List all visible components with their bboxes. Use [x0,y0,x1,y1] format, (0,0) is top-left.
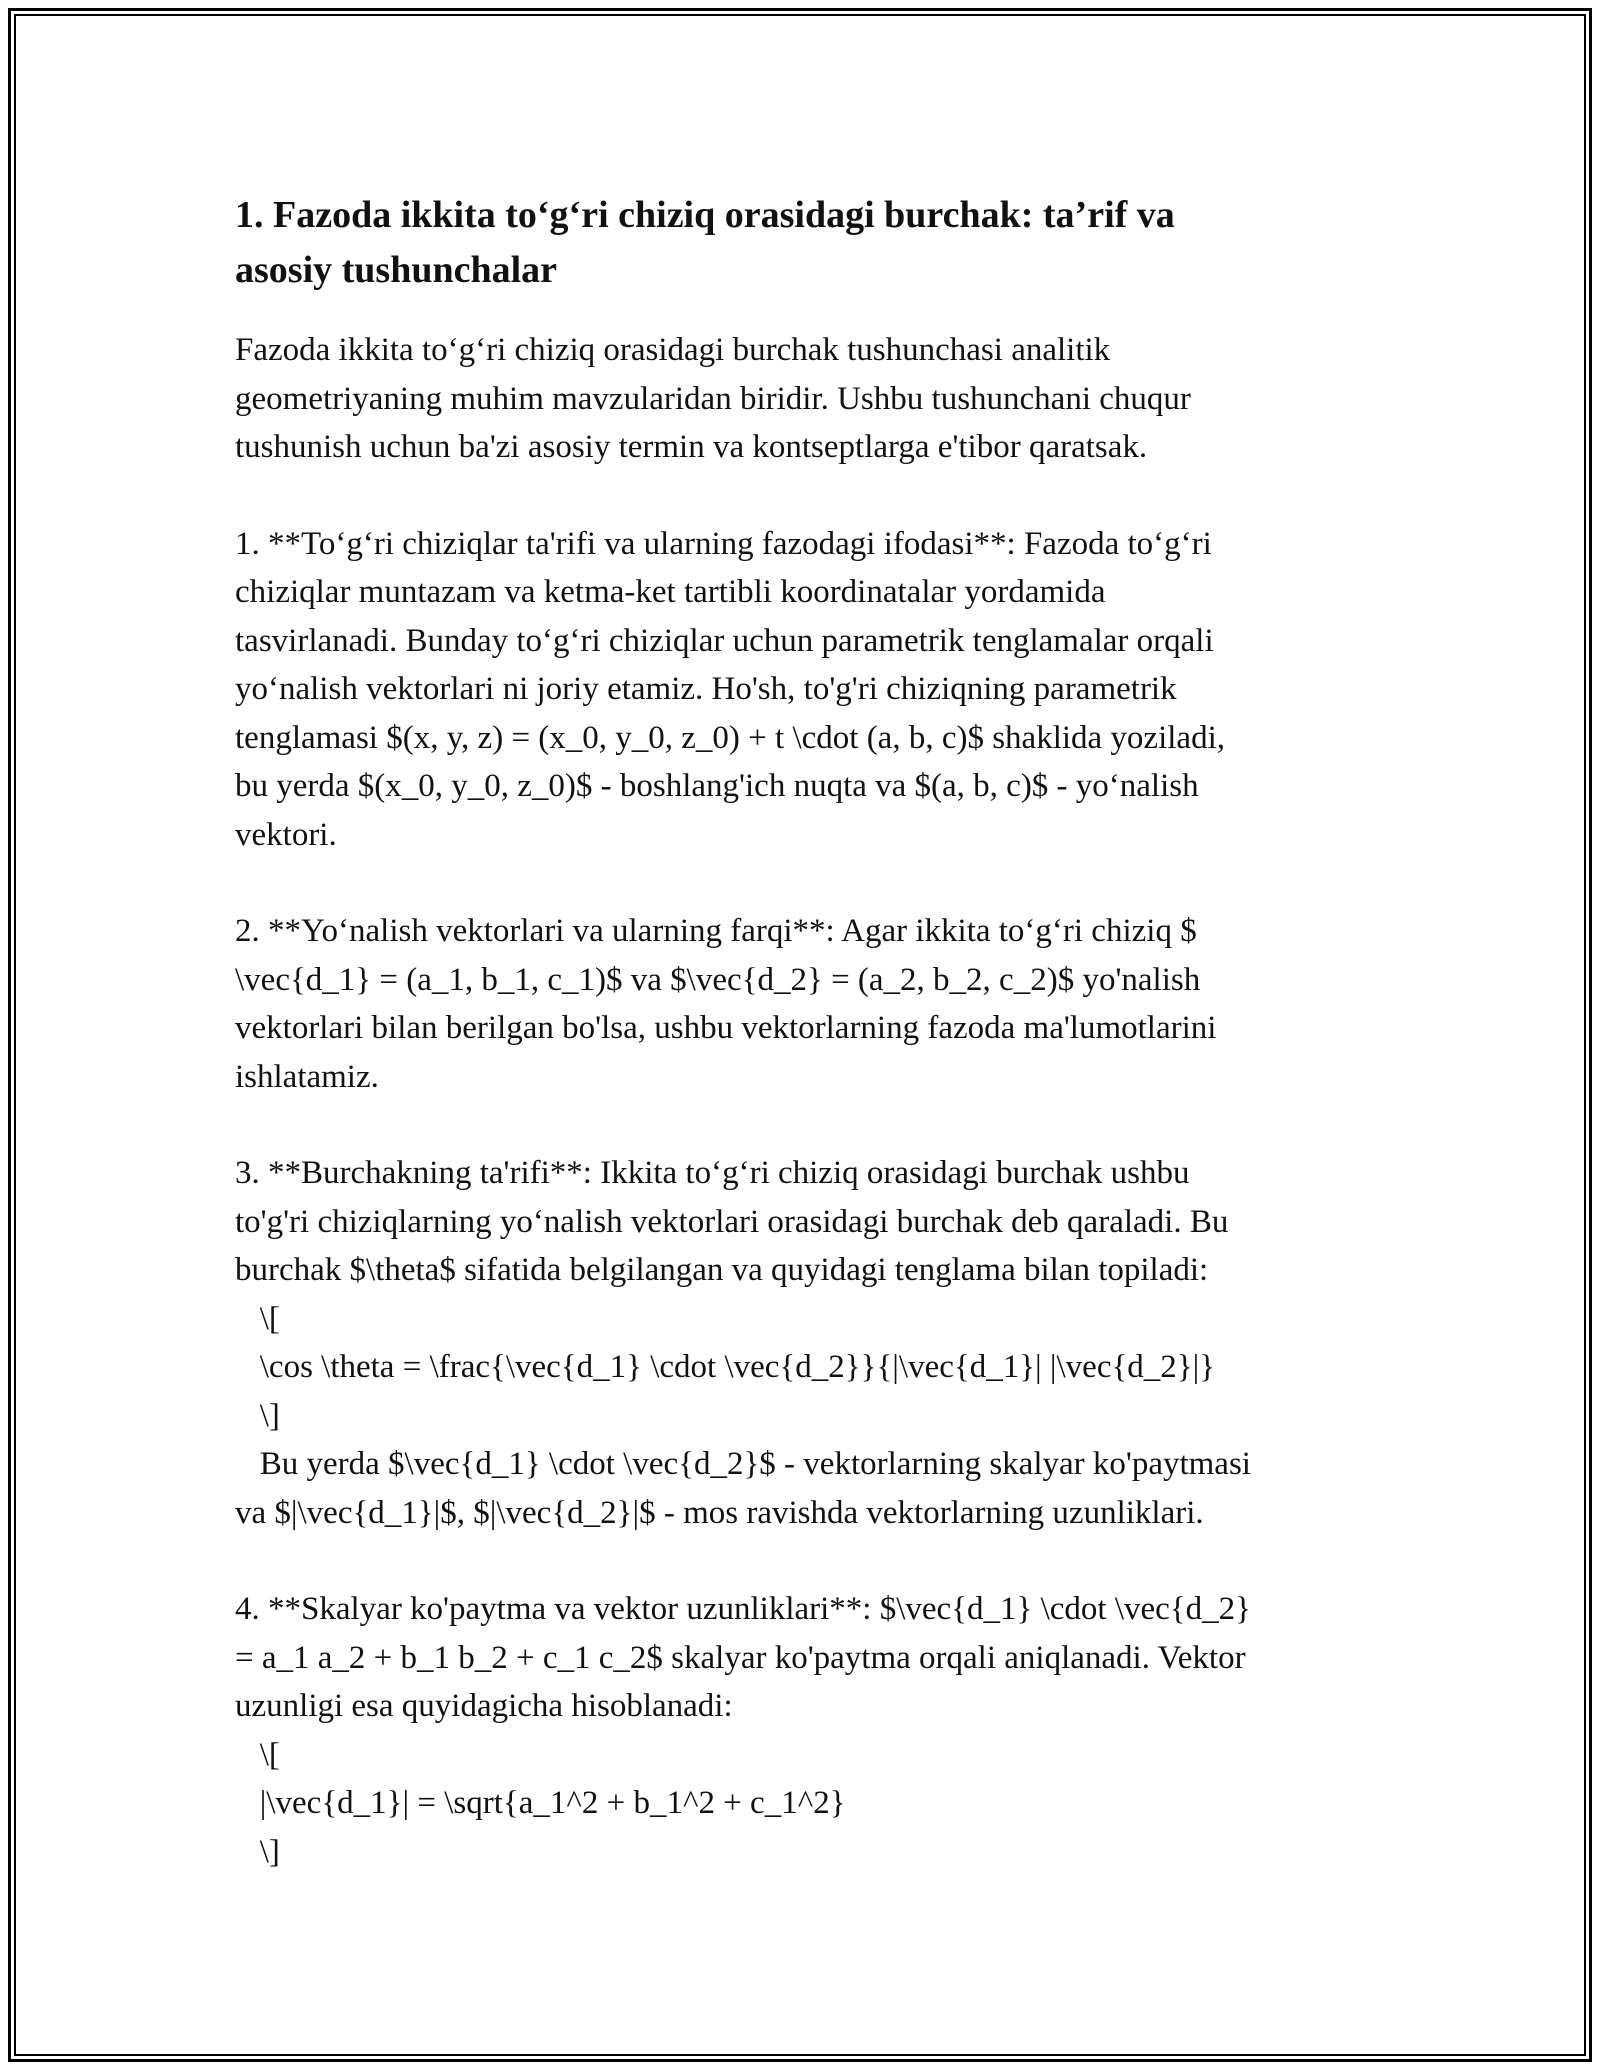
text-line: tushunish uchun ba'zi asosiy termin va kontseptlarga e'tibor qaratsak. [235,429,1148,465]
list-item-1 [235,520,1380,860]
formula-line: \[ [235,1736,280,1773]
list-item-2 [235,907,1380,1101]
text-line: 3. **Burchakning ta'rifi**: Ikkita to‘g‘ri chiziq orasidagi burchak ushbu [235,1155,1190,1191]
text-line: 2. **Yo‘nalish vektorlari va ularning farqi**: Agar ikkita to‘g‘ri chiziq $ [235,913,1197,949]
intro-paragraph [235,326,1380,472]
text-line: va $|\vec{d_1}|$, $|\vec{d_2}|$ - mos ravishda vektorlarning uzunliklari. [235,1494,1204,1531]
text-line: Fazoda ikkita to‘g‘ri chiziq orasidagi burchak tushunchasi analitik [235,332,1111,368]
document-body [235,188,1380,1924]
text-line: vektori. [235,816,337,853]
formula-line: \cos \theta = \frac{\vec{d_1} \cdot \vec{d_2}}{|\vec{d_1}| |\vec{d_2}|} [235,1349,1216,1385]
text-line: tenglamasi $(x, y, z) = (x_0, y_0, z_0) + t \cdot (a, b, c)$ shaklida yoziladi, [235,719,1225,756]
formula-line: \[ [235,1300,280,1337]
list-item-3 [235,1149,1380,1537]
text-line: yo‘nalish vektorlari ni joriy etamiz. Ho'sh, to'g'ri chiziqning parametrik [235,671,1177,707]
list-item-4 [235,1585,1380,1876]
formula-line: \] [235,1397,280,1434]
heading-line: asosiy tushunchalar [235,249,558,291]
text-line: vektorlari bilan berilgan bo'lsa, ushbu vektorlarning fazoda ma'lumotlarini [235,1010,1217,1046]
text-line: geometriyaning muhim mavzularidan biridir. Ushbu tushunchani chuqur [235,380,1191,417]
text-line: = a_1 a_2 + b_1 b_2 + c_1 c_2$ skalyar ko'paytma orqali aniqlanadi. Vektor [235,1639,1246,1676]
text-line: 1. **To‘g‘ri chiziqlar ta'rifi va ularning fazodagi ifodasi**: Fazoda to‘g‘ri [235,525,1212,562]
text-line: bu yerda $(x_0, y_0, z_0)$ - boshlang'ich nuqta va $(a, b, c)$ - yo‘nalish [235,768,1199,804]
formula-line: |\vec{d_1}| = \sqrt{a_1^2 + b_1^2 + c_1^2} [235,1785,846,1821]
text-line: tasvirlanadi. Bunday to‘g‘ri chiziqlar uchun parametrik tenglamalar orqali [235,622,1214,659]
text-line: ishlatamiz. [235,1058,379,1095]
text-line: burchak $\theta$ sifatida belgilangan va quyidagi tenglama bilan topiladi: [235,1252,1209,1288]
text-line: to'g'ri chiziqlarning yo‘nalish vektorlari orasidagi burchak deb qaraladi. Bu [235,1203,1229,1240]
text-line: uzunligi esa quyidagicha hisoblanadi: [235,1688,733,1724]
section-heading [235,188,1380,298]
heading-line: 1. Fazoda ikkita to‘g‘ri chiziq orasidagi burchak: ta’rif va [235,194,1175,236]
text-line: Bu yerda $\vec{d_1} \cdot \vec{d_2}$ - vektorlarning skalyar ko'paytmasi [235,1446,1251,1482]
text-line: chiziqlar muntazam va ketma-ket tartibli koordinatalar yordamida [235,574,1106,610]
formula-line: \] [235,1833,280,1870]
text-line: 4. **Skalyar ko'paytma va vektor uzunliklari**: $\vec{d_1} \cdot \vec{d_2} [235,1591,1251,1627]
text-line: \vec{d_1} = (a_1, b_1, c_1)$ va $\vec{d_2} = (a_2, b_2, c_2)$ yo'nalish [235,961,1201,998]
